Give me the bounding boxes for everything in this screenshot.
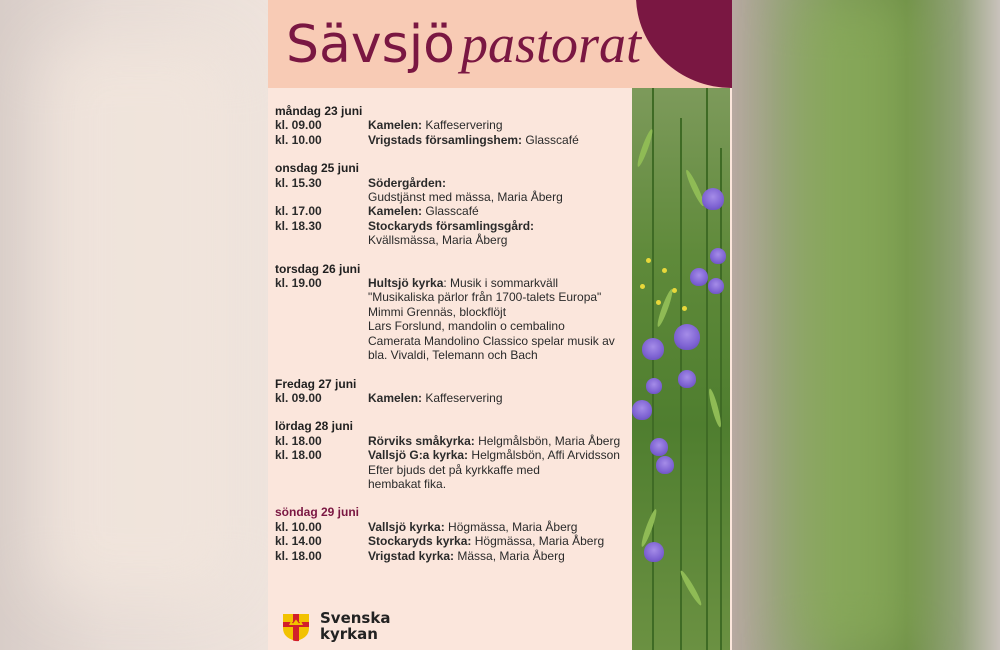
event-time: kl. 10.00 <box>275 519 322 534</box>
event-row <box>275 448 630 491</box>
event-detail-line: Efter bjuds det på kyrkkaffe med <box>368 462 540 477</box>
day-block <box>275 161 630 247</box>
event-description <box>368 219 630 248</box>
day-block <box>275 505 630 563</box>
event-detail-line: bla. Vivaldi, Telemann och Bach <box>368 348 538 363</box>
event-place: Södergården: <box>368 175 447 190</box>
day-label: Fredag 27 juni <box>275 376 357 391</box>
event-row <box>275 133 630 147</box>
day-label: torsdag 26 juni <box>275 261 361 276</box>
event-time: kl. 18.30 <box>275 218 322 233</box>
day-block <box>275 104 630 147</box>
page-title <box>286 4 641 98</box>
event-description <box>368 448 630 491</box>
event-row <box>275 549 630 563</box>
day-block <box>275 419 630 491</box>
event-place: Vallsjö kyrka: <box>368 519 445 534</box>
event-row <box>275 276 630 362</box>
event-text: Glasscafé <box>422 204 479 219</box>
title-italic: pastorat <box>461 14 642 74</box>
event-time: kl. 15.30 <box>275 175 322 190</box>
event-place: Kamelen: <box>368 204 423 219</box>
day-label: onsdag 25 juni <box>275 161 360 176</box>
event-place: Kamelen: <box>368 390 423 405</box>
event-text: Mässa, Maria Åberg <box>454 548 565 563</box>
poster-header <box>268 0 732 88</box>
event-time: kl. 14.00 <box>275 534 322 549</box>
event-detail-line: Lars Forslund, mandolin o cembalino <box>368 319 565 334</box>
event-detail-line: Mimmi Grennäs, blockflöjt <box>368 304 507 319</box>
event-time: kl. 19.00 <box>275 276 322 291</box>
event-text: Helgmålsbön, Maria Åberg <box>474 433 621 448</box>
event-row <box>275 391 630 405</box>
event-description <box>368 176 630 205</box>
svenska-kyrkan-logo <box>280 610 390 642</box>
event-place: Vrigstads församlingshem: <box>368 132 523 147</box>
event-text: Kaffeservering <box>422 390 503 405</box>
event-text: Glasscafé <box>522 132 579 147</box>
event-detail-line: Camerata Mandolino Classico spelar musik av <box>368 333 615 348</box>
schedule <box>275 104 630 577</box>
event-time: kl. 18.00 <box>275 548 322 563</box>
event-text: Högmässa, Maria Åberg <box>471 534 605 549</box>
day-label: lördag 28 juni <box>275 419 354 434</box>
logo-line-2: kyrkan <box>320 625 378 643</box>
event-description <box>368 391 630 405</box>
event-time: kl. 10.00 <box>275 132 322 147</box>
poster <box>268 0 732 650</box>
event-time: kl. 18.00 <box>275 433 322 448</box>
event-place: Kamelen: <box>368 118 423 133</box>
event-place: Hultsjö kyrka <box>368 276 444 291</box>
event-row <box>275 219 630 248</box>
event-row <box>275 534 630 548</box>
event-text: Kaffeservering <box>422 118 503 133</box>
event-detail-line: hembakat fika. <box>368 476 447 491</box>
event-description <box>368 520 630 534</box>
church-shield-icon <box>280 610 312 642</box>
event-row <box>275 118 630 132</box>
event-text: Högmässa, Maria Åberg <box>444 519 578 534</box>
event-description <box>368 133 630 147</box>
event-description <box>368 534 630 548</box>
event-description <box>368 549 630 563</box>
event-detail-line: Gudstjänst med mässa, Maria Åberg <box>368 190 563 205</box>
event-detail-line: Kvällsmässa, Maria Åberg <box>368 233 508 248</box>
event-description <box>368 276 630 362</box>
event-place: Stockaryds kyrka: <box>368 534 472 549</box>
blurred-background-right <box>732 0 1000 650</box>
event-text: : Musik i sommarkväll <box>443 276 559 291</box>
bellflower-photo <box>632 88 730 650</box>
event-time: kl. 17.00 <box>275 204 322 219</box>
event-place: Rörviks småkyrka: <box>368 433 475 448</box>
day-label: söndag 29 juni <box>275 505 360 520</box>
corner-decoration <box>636 0 732 88</box>
event-description <box>368 118 630 132</box>
event-place: Vallsjö G:a kyrka: <box>368 448 469 463</box>
event-detail-line: "Musikaliska pärlor från 1700-talets Europa" <box>368 290 602 305</box>
title-main: Sävsjö <box>286 15 455 75</box>
event-description <box>368 204 630 218</box>
event-row <box>275 204 630 218</box>
event-place: Vrigstad kyrka: <box>368 548 455 563</box>
blurred-background-left <box>0 0 268 650</box>
event-place: Stockaryds församlingsgård: <box>368 218 535 233</box>
day-block <box>275 262 630 363</box>
event-row <box>275 176 630 205</box>
event-row <box>275 520 630 534</box>
event-text: Helgmålsbön, Affi Arvidsson <box>468 448 620 463</box>
logo-text <box>320 610 390 642</box>
day-label: måndag 23 juni <box>275 104 363 118</box>
event-time: kl. 09.00 <box>275 390 322 405</box>
logo-line-1: Svenska <box>320 609 391 627</box>
event-description <box>368 434 630 448</box>
event-time: kl. 09.00 <box>275 118 322 133</box>
day-block <box>275 377 630 406</box>
event-row <box>275 434 630 448</box>
event-time: kl. 18.00 <box>275 448 322 463</box>
